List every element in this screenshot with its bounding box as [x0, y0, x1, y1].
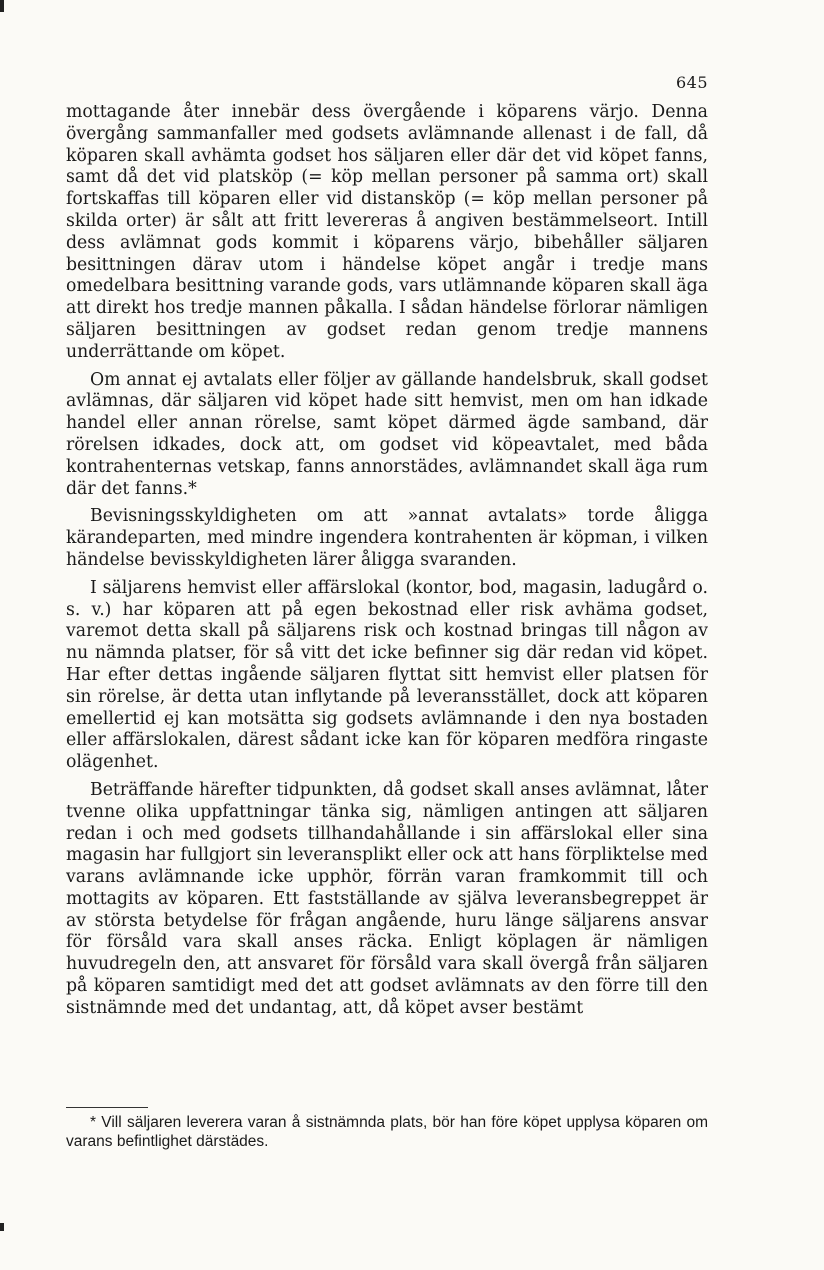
paragraph-3: Bevisningsskyldigheten om att »annat avtalats» torde åligga kärandeparten, med mindre ingendera kontrahenten är köpman, i vilken händelse bevisskyldigheten lärer åligga svaranden. — [66, 506, 708, 570]
scan-edge-mark-top — [0, 0, 4, 12]
paragraph-2: Om annat ej avtalats eller följer av gällande handelsbruk, skall godset avlämnas, där säljaren vid köpet hade sitt hemvist, men om han idkade handel eller annan rörelse, samt köpet därmed ägde samband, där rörelsen idkades, dock att, om godset vid köpeavtalet, med båda kontrahenternas vetskap, fanns annorstädes, avlämnandet skall äga rum där det fanns.* — [66, 369, 708, 499]
paragraph-4: I säljarens hemvist eller affärslokal (kontor, bod, magasin, ladugård o. s. v.) har köparen att på egen bekostnad eller risk avhäma godset, varemot detta skall på säljarens risk och kostnad bringas till någon av nu nämnda platser, för så vitt det icke befinner sig där redan vid köpet. Har efter dettas ingående säljaren flyttat sitt hemvist eller platsen för sin rörelse, är detta utan inflytande på leveransstället, dock att köparen emellertid ej kan motsätta sig godsets avlämnande i den nya bostaden eller affärslokalen, därest sådant icke kan för köparen medföra ringaste olägenhet. — [66, 577, 708, 773]
body-text — [66, 102, 708, 1026]
paragraph-1: mottagande åter innebär dess övergående i köparens värjo. Denna övergång sammanfaller med godsets avlämnande allenast i de fall, då köparen skall avhämta godset hos säljaren eller där det vid köpet fanns, samt då det vid platsköp (= köp mellan personer på samma ort) skall fortskaffas till köparen eller vid distansköp (= köp mellan personer på skilda orter) är sålt att fritt levereras å angiven bestämmelseort. Intill dess avlämnat gods kommit i köparens värjo, bibehåller säljaren besittningen därav utom i händelse köpet angår i tredje mans omedelbara besittning varande gods, vars utlämnande köparen skall äga att direkt hos tredje mannen påkalla. I sådan händelse förlorar nämligen säljaren besittningen av godset redan genom tredje mannens underrättande om köpet. — [66, 102, 708, 362]
footnote-divider — [66, 1107, 148, 1108]
footnote: * Vill säljaren leverera varan å sistnämnda plats, bör han före köpet upplysa köparen om varans befintlighet därstädes. — [66, 1114, 708, 1150]
paragraph-5: Beträffande härefter tidpunkten, då godset skall anses avlämnat, låter tvenne olika uppfattningar tänka sig, nämligen antingen att säljaren redan i och med godsets tillhandahållande i sin affärslokal eller sina magasin har fullgjort sin leveransplikt eller ock att hans förpliktelse med varans avlämnande icke upphör, förrän varan framkommit till och mottagits av köparen. Ett fastställande av själva leveransbegreppet är av största betydelse för frågan angående, huru länge säljarens ansvar för försåld vara skall anses räcka. Enligt köplagen är nämligen huvudregeln den, att ansvaret för försåld vara skall övergå från säljaren på köparen samtidigt med det att godset avlämnats av den förre till den sistnämnde med det undantag, att, då köpet avser bestämt — [66, 779, 708, 1018]
page-number: 645 — [676, 73, 709, 92]
scan-edge-mark-bottom — [0, 1223, 4, 1231]
